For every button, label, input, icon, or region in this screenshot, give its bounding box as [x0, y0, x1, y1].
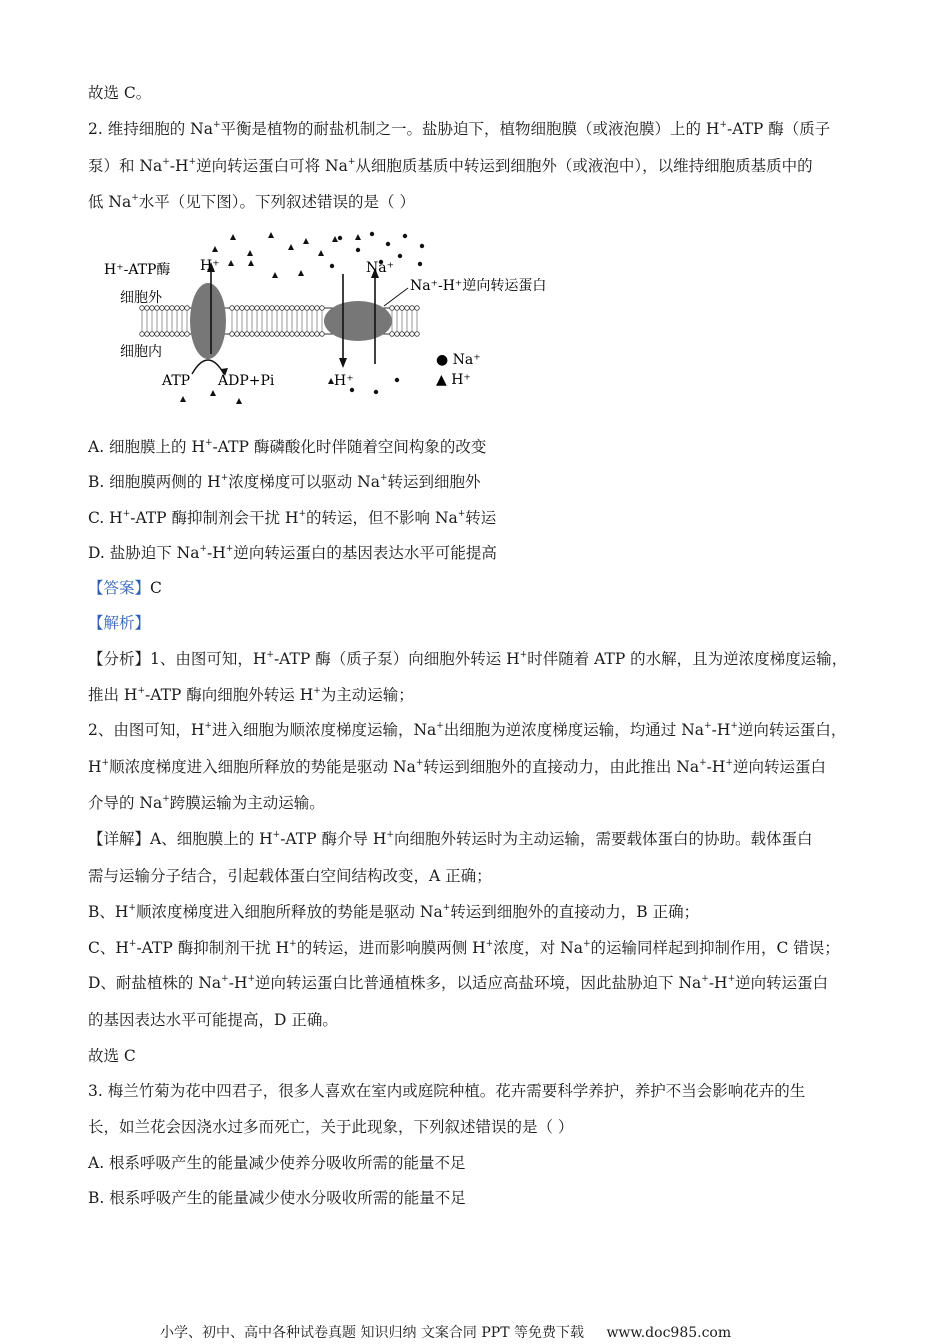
text-run: 水平（见下图）。下列叙述错误的是（ ）: [138, 193, 415, 211]
text-run: 泵）和 Na: [88, 157, 163, 175]
superscript: +: [699, 758, 707, 768]
text-run: C: [150, 579, 162, 597]
text-line: [88, 937, 840, 959]
text-run: 逆向转运蛋白的基因表达水平可能提高: [233, 544, 497, 562]
text-run: A. 细胞膜上的 H: [88, 438, 205, 456]
superscript: +: [205, 438, 213, 448]
text-run: -ATP 酶磷酸化时伴随着空间构象的改变: [212, 438, 487, 456]
label-antiporter: Na⁺-H⁺逆向转运蛋白: [410, 278, 547, 294]
text-run: D. 盐胁迫下 Na: [88, 544, 200, 562]
superscript: +: [485, 939, 494, 949]
superscript: +: [289, 939, 297, 949]
text-run: D、耐盐植株的 Na: [88, 974, 222, 992]
text-run: 时伴随着 ATP 的水解，且为逆浓度梯度运输，: [527, 650, 848, 668]
text-run: -H: [708, 974, 728, 992]
text-run: 逆向转运蛋白比普通植株多，以适应高盐环境，因此盐胁迫下 Na: [255, 974, 702, 992]
text-line: [88, 471, 481, 493]
text-run: 的转运，进而影响膜两侧 H: [296, 939, 486, 957]
page-footer: [160, 1322, 731, 1342]
superscript: +: [386, 830, 394, 840]
superscript: +: [128, 939, 137, 949]
text-line: [88, 191, 415, 213]
text-line: [88, 118, 830, 140]
text-line: [88, 577, 162, 599]
label-h-top: H⁺: [200, 258, 220, 274]
text-run: 转运到细胞外的直接动力，由此推出 Na: [423, 758, 700, 776]
text-line: [88, 1080, 805, 1102]
text-line: [88, 828, 812, 850]
label-inside: 细胞内: [120, 344, 162, 360]
superscript: +: [727, 974, 736, 984]
text-run: 长，如兰花会因浇水过多而死亡，关于此现象，下列叙述错误的是（ ）: [88, 1118, 574, 1136]
superscript: +: [719, 120, 727, 130]
text-run: 出细胞为逆浓度梯度运输，均通过 Na: [443, 721, 705, 739]
legend-h: ▲ H⁺: [436, 372, 471, 388]
text-line: [88, 1009, 338, 1031]
text-run: 向细胞外转运时为主动运输，需要载体蛋白的协助。载体蛋白: [393, 830, 813, 848]
text-run: 3. 梅兰竹菊为花中四君子，很多人喜欢在室内或庭院种植。花卉需要科学养护，养护不当会影响花卉的生: [88, 1082, 806, 1100]
text-run: -ATP 酶（质子: [727, 120, 831, 138]
text-line: [88, 719, 846, 741]
text-run: -ATP 酶（质子泵）向细胞外转运 H: [273, 650, 520, 668]
text-run: 2、由图可知，H: [88, 721, 205, 739]
text-run: 顺浓度梯度进入细胞所释放的势能是驱动 Na: [135, 903, 443, 921]
superscript: +: [704, 721, 712, 731]
superscript: +: [519, 650, 528, 660]
superscript: +: [188, 157, 197, 167]
text-line: [88, 1152, 466, 1174]
text-run: -ATP 酶抑制剂会干扰 H: [130, 509, 299, 527]
text-line: [88, 648, 847, 670]
superscript: +: [199, 544, 208, 554]
text-line: [88, 901, 699, 923]
text-line: [88, 612, 150, 634]
text-run: 跨膜运输为主动运输。: [169, 794, 325, 812]
text-line: [88, 684, 414, 706]
text-line: [88, 972, 828, 994]
text-run: 低 Na: [88, 193, 132, 211]
text-run: 转运: [465, 509, 497, 527]
superscript: +: [131, 193, 139, 203]
superscript: +: [128, 903, 136, 913]
text-run: 推出 H: [88, 686, 138, 704]
text-run: -ATP 酶向细胞外转运 H: [145, 686, 314, 704]
text-line: [88, 507, 496, 529]
na-h-antiporter-protein: [324, 301, 392, 341]
text-run: 进入细胞为顺浓度梯度运输，Na: [211, 721, 437, 739]
text-run: -H: [706, 758, 726, 776]
superscript: +: [442, 903, 451, 913]
text-run: A. 根系呼吸产生的能量减少使养分吸收所需的能量不足: [88, 1154, 466, 1172]
text-run: B、H: [88, 903, 129, 921]
text-run: -ATP 酶抑制剂干扰 H: [136, 939, 290, 957]
text-run: -H: [711, 721, 731, 739]
superscript: +: [272, 830, 281, 840]
text-line: [88, 1045, 136, 1067]
superscript: +: [379, 473, 388, 483]
text-run: 为主动运输；: [320, 686, 414, 704]
text-line: [88, 155, 813, 177]
text-line: [88, 792, 325, 814]
text-run: -H: [207, 544, 226, 562]
superscript: +: [247, 974, 256, 984]
text-run: 顺浓度梯度进入细胞所释放的势能是驱动 Na: [109, 758, 416, 776]
superscript: +: [122, 509, 131, 519]
footer-url[interactable]: www.doc985.com: [606, 1325, 732, 1341]
text-run: H: [88, 758, 102, 776]
text-run: 转运到细胞外的直接动力，B 正确；: [450, 903, 700, 921]
text-line: [88, 756, 826, 778]
text-run: 需与运输分子结合，引起载体蛋白空间结构改变，A 正确；: [88, 867, 492, 885]
superscript: +: [457, 509, 466, 519]
superscript: +: [137, 686, 145, 696]
text-run: 【分析】1、由图可知，H: [88, 650, 267, 668]
text-run: 故选 C。: [88, 84, 152, 102]
superscript: +: [730, 721, 738, 731]
membrane-transport-diagram: [100, 226, 580, 412]
h-atpase-protein: [190, 283, 226, 359]
text-line: [88, 865, 492, 887]
text-run: 的运输同样起到抑制作用，C 错误；: [590, 939, 840, 957]
text-run: 【答案】: [88, 579, 151, 597]
text-run: B. 细胞膜两侧的 H: [88, 473, 221, 491]
text-run: C. H: [88, 509, 123, 527]
footer-text: 小学、初中、高中各种试卷真题 知识归纳 文案合同 PPT 等免费下载: [160, 1325, 584, 1341]
superscript: +: [221, 974, 229, 984]
superscript: +: [415, 758, 424, 768]
label-na-top: Na⁺: [366, 260, 394, 276]
label-h-atpase: H⁺-ATP酶: [104, 262, 171, 278]
superscript: +: [298, 509, 307, 519]
text-run: 逆向转运蛋白可将 Na: [196, 157, 348, 175]
superscript: +: [204, 721, 212, 731]
text-run: 【详解】A、细胞膜上的 H: [88, 830, 273, 848]
superscript: +: [162, 794, 170, 804]
superscript: +: [347, 157, 356, 167]
superscript: +: [313, 686, 321, 696]
text-run: 转运到细胞外: [387, 473, 481, 491]
label-adp: ADP+Pi: [218, 373, 275, 389]
text-run: -H: [228, 974, 248, 992]
text-run: 浓度梯度可以驱动 Na: [228, 473, 380, 491]
text-run: 逆向转运蛋白: [735, 974, 829, 992]
superscript: +: [212, 120, 221, 130]
text-run: 从细胞质基质中转运到细胞外（或液泡中），以维持细胞质基质中的: [355, 157, 813, 175]
superscript: +: [582, 939, 591, 949]
text-run: 故选 C: [88, 1047, 136, 1065]
text-line: [88, 1187, 466, 1209]
text-run: -H: [169, 157, 189, 175]
superscript: +: [266, 650, 274, 660]
text-run: 的转运，但不影响 Na: [306, 509, 458, 527]
text-run: 2. 维持细胞的 Na: [88, 120, 213, 138]
label-h-bottom: H⁺: [334, 373, 354, 389]
superscript: +: [225, 544, 234, 554]
text-run: 介导的 Na: [88, 794, 163, 812]
label-atp: ATP: [162, 373, 191, 389]
legend-na: ● Na⁺: [436, 352, 481, 368]
text-line: [88, 542, 497, 564]
superscript: +: [436, 721, 444, 731]
text-run: -ATP 酶介导 H: [280, 830, 387, 848]
text-run: 【解析】: [88, 614, 151, 632]
superscript: +: [162, 157, 170, 167]
superscript: +: [101, 758, 110, 768]
text-line: [88, 1116, 573, 1138]
label-outside: 细胞外: [120, 290, 162, 306]
text-run: C、H: [88, 939, 129, 957]
text-line: [88, 82, 151, 104]
text-line: [88, 436, 486, 458]
text-run: 逆向转运蛋白: [732, 758, 826, 776]
superscript: +: [701, 974, 709, 984]
superscript: +: [220, 473, 229, 483]
text-run: 逆向转运蛋白，: [737, 721, 847, 739]
text-run: B. 根系呼吸产生的能量减少使水分吸收所需的能量不足: [88, 1189, 466, 1207]
superscript: +: [725, 758, 733, 768]
text-run: 平衡是植物的耐盐机制之一。盐胁迫下，植物细胞膜（或液泡膜）上的 H: [220, 120, 720, 138]
text-run: 的基因表达水平可能提高，D 正确。: [88, 1011, 338, 1029]
text-run: 浓度，对 Na: [493, 939, 583, 957]
